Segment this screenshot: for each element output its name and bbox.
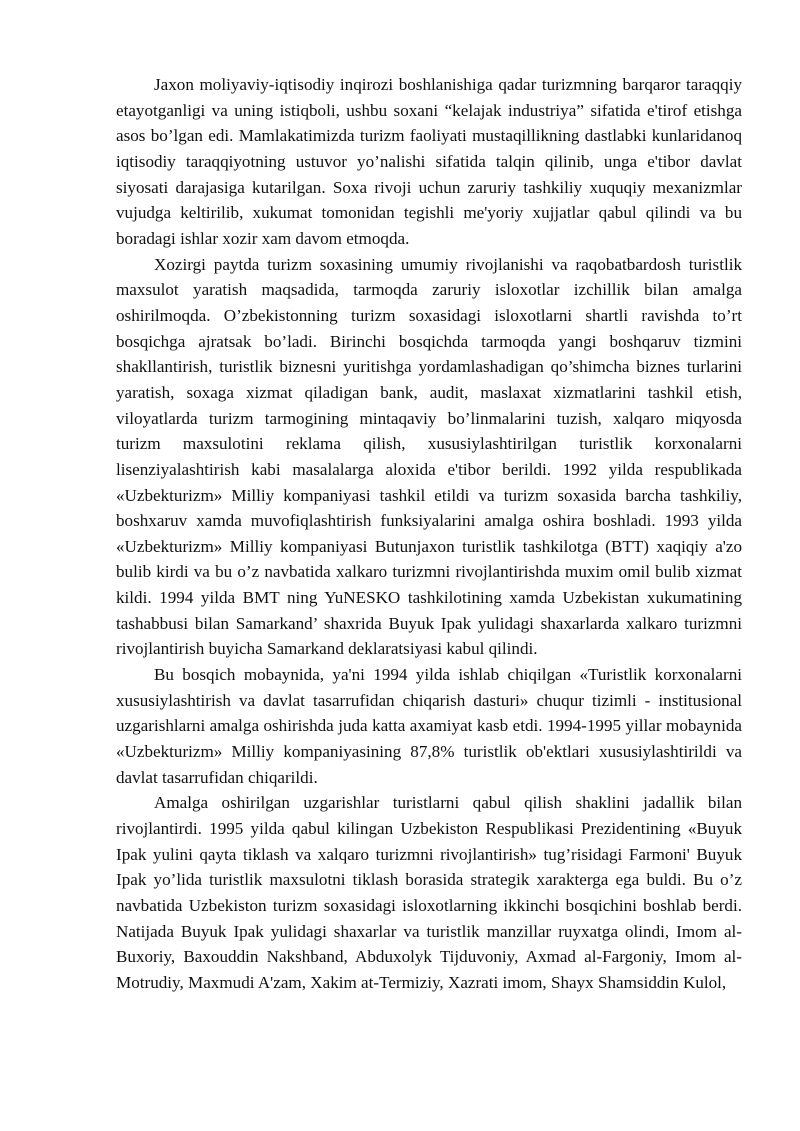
document-page — [116, 72, 742, 996]
paragraph-3: Bu bosqich mobaynida, ya'ni 1994 yilda ishlab chiqilgan «Turistlik korxonalarni xususiylashtirish va davlat tasarrufidan chiqarish dasturi» chuqur tizimli - institusional uzgarishlarni amalga oshirishda juda katta axamiyat kasb etdi. 1994-1995 yillar mobaynida «Uzbekturizm» Milliy kompaniyasining 87,8% turistlik ob'ektlari xususiylashtirildi va davlat tasarrufidan chiqarildi. — [116, 665, 742, 787]
paragraph-4: Amalga oshirilgan uzgarishlar turistlarni qabul qilish shaklini jadallik bilan rivojlantirdi. 1995 yilda qabul kilingan Uzbekiston Respublikasi Prezidentining «Buyuk Ipak yulini qayta tiklash va xalqaro turizmni rivojlantirish» tug’risidagi Farmoni' Buyuk Ipak yo’lida turistlik maxsulotni tiklash borasida strategik xarakterga ega buldi. Bu o’z navbatida Uzbekiston turizm soxasidagi isloxotlarning ikkinchi bosqichini boshlab berdi. Natijada Buyuk Ipak yulidagi shaxarlar va turistlik manzillar ruyxatga olindi, Imom al-Buxoriy, Baxouddin Nakshband, Abduxolyk Tijduvoniy, Axmad al-Fargoniy, Imom al-Motrudiy, Maxmudi A'zam, Xakim at-Termiziy, Xazrati imom, Shayx Shamsiddin Kulol, — [116, 793, 742, 992]
paragraph-1: Jaxon moliyaviy-iqtisodiy inqirozi boshlanishiga qadar turizmning barqaror taraqqiy etayotganligi va uning istiqboli, ushbu soxani “kelajak industriya” sifatida e'tirof etishga asos bo’lgan edi. Mamlakatimizda turizm faoliyati mustaqillikning dastlabki kunlaridanoq iqtisodiy taraqqiyotning ustuvor yo’nalishi sifatida talqin qilinib, unga e'tibor davlat siyosati darajasiga kutarilgan. Soxa rivoji uchun zaruriy tashkiliy xuquqiy mexanizmlar vujudga keltirilib, xukumat tomonidan tegishli me'yoriy xujjatlar qabul qilindi va bu boradagi ishlar xozir xam davom etmoqda. — [116, 75, 742, 248]
paragraph-2: Xozirgi paytda turizm soxasining umumiy rivojlanishi va raqobatbardosh turistlik maxsulot yaratish maqsadida, tarmoqda zaruriy isloxotlar izchillik bilan amalga oshirilmoqda. O’zbekistonning turizm soxasidagi isloxotlarni shartli ravishda to’rt bosqichga ajratsak bo’ladi. Birinchi bosqichda tarmoqda yangi boshqaruv tizmini shakllantirish, turistlik biznesni yuritishga yordamlashadigan qo’shimcha biznes turlarini yaratish, soxaga xizmat qiladigan bank, audit, maslaxat xizmatlarini tashkil etish, viloyatlarda turizm tarmogining mintaqaviy bo’linmalarini tuzish, xalqaro miqyosda turizm maxsulotini reklama qilish, xususiylashtirilgan turistlik korxonalarni lisenziyalashtirish kabi masalalarga aloxida e'tibor berildi. 1992 yilda respublikada «Uzbekturizm» Milliy kompaniyasi tashkil etildi va turizm soxasida barcha tashkiliy, boshxaruv xamda muvofiqlashtirish funksiyalarini amalga oshira boshladi. 1993 yilda «Uzbekturizm» Milliy kompaniyasi Butunjaxon turistlik tashkilotga (BTT) xaqiqiy a'zo bulib kirdi va bu o’z navbatida xalkaro turizmni rivojlantirishda muxim omil bulib xizmat kildi. 1994 yilda BMT ning YuNESKO tashkilotining xamda Uzbekistan xukumatining tashabbusi bilan Samarkand’ shaxrida Buyuk Ipak yulidagi shaxarlarda xalkaro turizmni rivojlantirish buyicha Samarkand deklaratsiyasi kabul qilindi. — [116, 254, 742, 659]
